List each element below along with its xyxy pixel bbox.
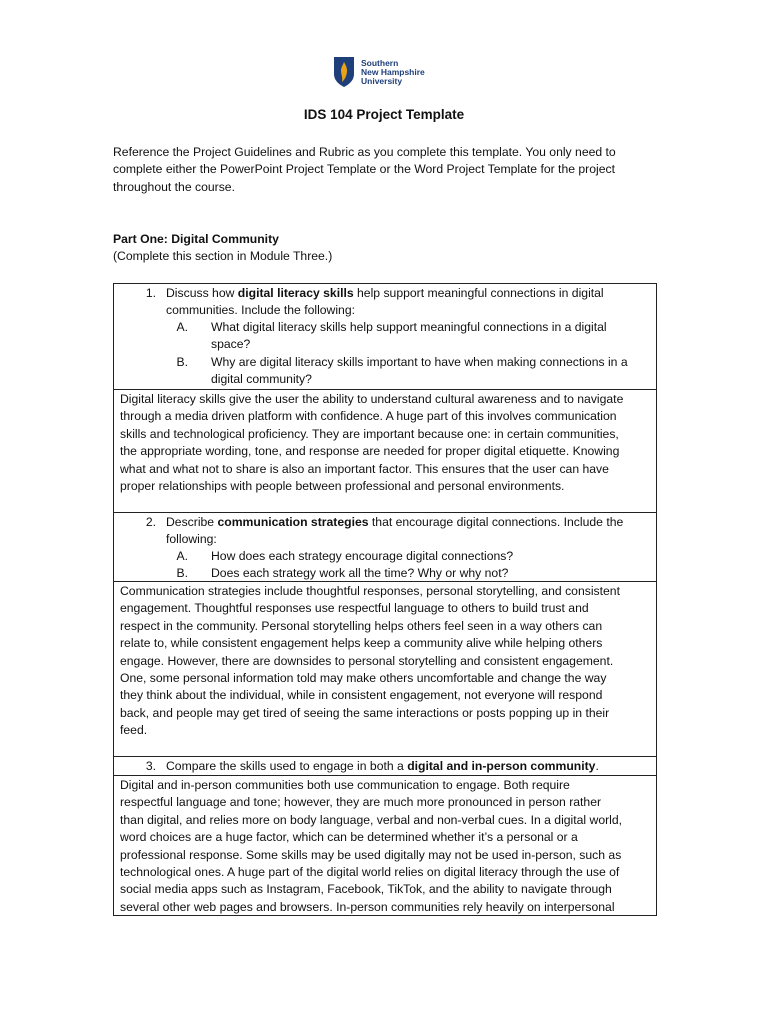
question-line-2: communities. Include the following: bbox=[166, 303, 356, 317]
sub-line-2: digital community? bbox=[211, 372, 312, 386]
answer-1-cell bbox=[114, 390, 656, 513]
answer-line: proper relationships with people between professional and personal environments. bbox=[120, 479, 565, 494]
sub-line-2: space? bbox=[211, 337, 251, 351]
answer-line: relate to, while consistent engagement helps keep a community alive while helping others bbox=[120, 636, 603, 651]
question-keyword: communication strategies bbox=[217, 515, 369, 529]
shield-flame-icon bbox=[333, 56, 355, 88]
answer-2-cell bbox=[114, 582, 656, 757]
answer-line: Digital and in-person communities both use communication to engage. Both require bbox=[120, 778, 570, 792]
question-suffix: . bbox=[595, 759, 599, 773]
answer-line: Digital literacy skills give the user the ability to understand cultural awareness and to navigate bbox=[120, 392, 624, 406]
answer-line: respectful language and tone; however, they are much more pronounced in person rather bbox=[120, 795, 602, 810]
answer-line: what and what not to share is also an important factor. This ensures that the user can have bbox=[120, 461, 609, 476]
answer-line: engage. However, there are downsides to personal storytelling and consistent engagement. bbox=[120, 653, 614, 668]
answer-line: they think about the individual, while in consistent engagement, not everyone will respond bbox=[120, 688, 603, 703]
question-keyword: digital literacy skills bbox=[237, 286, 354, 300]
answer-line: One, some personal information told may make others uncomfortable and change the way bbox=[120, 671, 607, 686]
answer-line: professional response. Some skills may be used digitally may not be used in-person, such as bbox=[120, 847, 622, 862]
answer-line: respect in the community. Personal storytelling helps others feel seen in a way others can bbox=[120, 618, 603, 633]
question-number: 1. bbox=[145, 286, 156, 300]
question-number: 2. bbox=[145, 515, 156, 529]
logo-line-1: Southern bbox=[361, 57, 399, 68]
question-suffix: that encourage digital connections. Include the bbox=[368, 515, 624, 529]
question-3-cell bbox=[114, 757, 656, 776]
logo-line-3: University bbox=[361, 75, 403, 86]
answer-line: Communication strategies include thoughtful responses, personal storytelling, and consistent bbox=[120, 584, 620, 598]
answer-line: technological ones. A huge part of the digital world relies on digital literacy through the use of bbox=[120, 865, 620, 880]
sub-letter: A. bbox=[176, 320, 188, 334]
answer-line: feed. bbox=[120, 723, 148, 738]
answer-line: several other web pages and browsers. In-person communities rely heavily on interpersonal bbox=[120, 899, 615, 914]
project-table bbox=[113, 283, 657, 916]
part-one-heading: Part One: Digital Community bbox=[113, 232, 279, 246]
intro-paragraph: Reference the Project Guidelines and Rubric as you complete this template. You only need to complete either the PowerPoint Project Template or the Word Project Template for the project throughout the course. bbox=[113, 145, 616, 194]
sub-line-1: What digital literacy skills help support meaningful connections in a digital bbox=[211, 320, 607, 334]
sub-letter: A. bbox=[176, 549, 188, 563]
answer-line: through a media driven platform with confidence. A huge part of this involves communication bbox=[120, 409, 617, 424]
answer-line: back, and people may get tired of seeing the same interactions or posts popping up in their bbox=[120, 705, 610, 720]
sub-line-1: Does each strategy work all the time? Why or why not? bbox=[211, 566, 509, 580]
answer-2 bbox=[120, 583, 652, 740]
answer-3-cell bbox=[114, 776, 656, 915]
answer-line: engagement. Thoughtful responses use respectful language to others to build trust and bbox=[120, 601, 589, 616]
question-suffix: help support meaningful connections in digital bbox=[353, 286, 604, 300]
answer-1 bbox=[120, 391, 652, 495]
answer-3 bbox=[120, 777, 652, 916]
sub-line-1: Why are digital literacy skills important to have when making connections in a bbox=[211, 355, 628, 369]
question-prefix: Describe bbox=[166, 515, 218, 529]
sub-letter: B. bbox=[176, 355, 188, 369]
answer-line: the appropriate wording, tone, and response are needed for proper digital etiquette. Knowing bbox=[120, 444, 620, 459]
snhu-logo bbox=[333, 55, 425, 89]
logo-line-2: New Hampshire bbox=[361, 66, 425, 77]
question-1-cell bbox=[114, 284, 656, 390]
sub-letter: B. bbox=[176, 566, 188, 580]
answer-line: skills and technological proficiency. They are important because one: in certain communities, bbox=[120, 426, 619, 441]
sub-line-1: How does each strategy encourage digital connections? bbox=[211, 549, 514, 563]
answer-line: word choices are a huge factor, which can be determined whether it’s a personal or a bbox=[120, 830, 578, 845]
part-one-note: (Complete this section in Module Three.) bbox=[113, 249, 333, 263]
question-prefix: Compare the skills used to engage in both a bbox=[166, 759, 408, 773]
answer-line: than digital, and relies more on body language, verbal and non-verbal cues. In a digital world, bbox=[120, 812, 623, 827]
logo-wordmark bbox=[361, 59, 425, 86]
question-keyword: digital and in-person community bbox=[407, 759, 596, 773]
answer-line: social media apps such as Instagram, Facebook, TikTok, and the ability to navigate through bbox=[120, 882, 612, 897]
document-title: IDS 104 Project Template bbox=[303, 107, 465, 122]
question-number: 3. bbox=[145, 759, 156, 773]
question-prefix: Discuss how bbox=[166, 286, 238, 300]
question-2-cell bbox=[114, 513, 656, 582]
question-line-2: following: bbox=[166, 532, 217, 546]
